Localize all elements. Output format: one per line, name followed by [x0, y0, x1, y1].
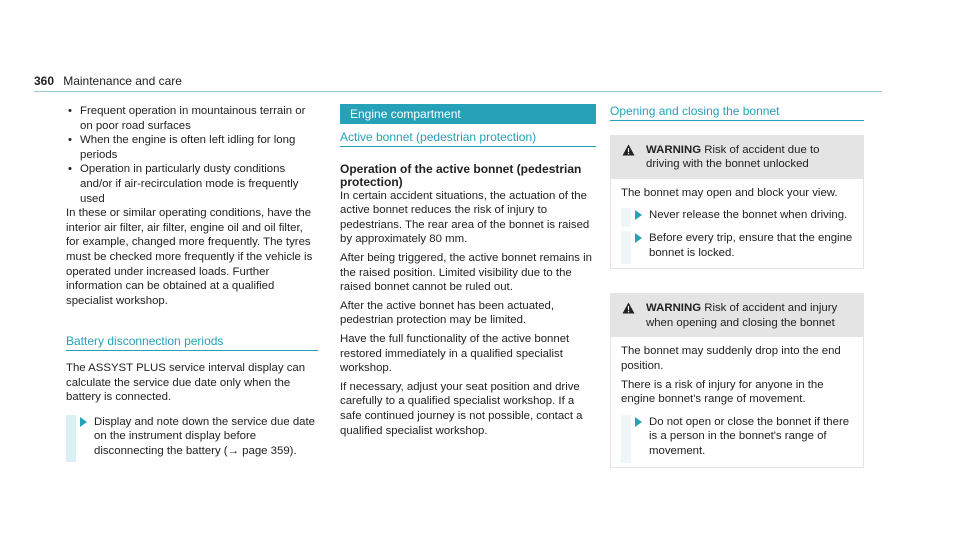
step-stripe [66, 415, 76, 463]
instruction-step [621, 231, 855, 260]
heading-underline [66, 350, 318, 351]
play-arrow-icon [635, 417, 642, 427]
page-header [34, 74, 882, 90]
body-paragraph: In certain accident situations, the actuation of the active bonnet reduces the risk of injury to pedestrians. The rear area of the bonnet is raised by approximately 80 mm. [340, 189, 590, 246]
warning-text: The bonnet may suddenly drop into the end position. [621, 345, 841, 372]
warning-label: WARNING [646, 302, 702, 315]
instruction-step [621, 208, 855, 223]
warning-triangle-icon [622, 144, 635, 156]
operation-heading: Operation of the active bonnet (pedestrian protection) [340, 161, 582, 189]
step-text: Never release the bonnet when driving. [649, 209, 848, 222]
battery-paragraph: The ASSYST PLUS service interval display can calculate the service due date only when the battery is connected. [66, 361, 306, 404]
heading-underline [340, 146, 596, 147]
column-left [66, 104, 318, 458]
step-text: Display and note down the service due date on the instrument display before disconnecting the battery (→ page 359). [94, 415, 315, 457]
warning-body [610, 179, 864, 269]
warning-box [610, 293, 864, 467]
instruction-step [621, 415, 855, 459]
warning-triangle-icon [622, 302, 635, 314]
step-text: Do not open or close the bonnet if there is a person in the bonnet's range of movement. [649, 415, 850, 457]
body-paragraph: After being triggered, the active bonnet remains in the raised position. Limited visibility due to the raised bonnet cannot be ruled out. [340, 251, 593, 294]
section-title: Maintenance and care [63, 74, 182, 88]
play-arrow-icon [635, 233, 642, 243]
warning-title: Risk of accident due to driving with the bonnet unlocked [646, 143, 820, 171]
instruction-step [66, 415, 318, 459]
list-item: • Operation in particularly dusty conditions and/or if air-recirculation mode is frequently used [66, 162, 318, 206]
body-paragraph: If necessary, adjust your seat position and drive carefully to a qualified specialist workshop. If a safe continued journey is not possible, contact a qualified specialist workshop. [340, 380, 583, 437]
step-stripe [621, 415, 631, 463]
body-paragraph: Have the full functionality of the active bonnet restored immediately in a qualified specialist workshop. [340, 332, 570, 375]
step-text: Before every trip, ensure that the engine bonnet is locked. [649, 231, 853, 259]
warning-header [610, 135, 864, 179]
page-number: 360 [34, 74, 55, 88]
header-divider [34, 91, 882, 92]
warning-box [610, 135, 864, 270]
bonnet-heading: Opening and closing the bonnet [610, 104, 780, 118]
step-stripe [621, 231, 631, 264]
heading-underline [610, 120, 864, 121]
column-middle [340, 104, 596, 438]
warning-body [610, 337, 864, 467]
active-bonnet-heading: Active bonnet (pedestrian protection) [340, 130, 537, 144]
maintenance-paragraph: In these or similar operating conditions, have the interior air filter, air filter, engine oil and oil filter, for example, changed more frequently. The tyres must be checked more frequently if the vehicle is operated under increased loads. Further information can be obtained at a qualified specialist workshop. [66, 207, 313, 307]
play-arrow-icon [80, 417, 87, 427]
step-stripe [621, 208, 631, 227]
play-arrow-icon [635, 210, 642, 220]
column-right [610, 104, 864, 468]
warning-title: Risk of accident and injury when opening and closing the bonnet [646, 302, 838, 329]
list-item: • When the engine is often left idling for long periods [66, 133, 318, 162]
engine-compartment-banner: Engine compartment [340, 104, 596, 124]
warning-text: There is a risk of injury for anyone in the engine bonnet's range of movement. [621, 378, 824, 406]
warning-text: The bonnet may open and block your view. [621, 186, 838, 199]
spacer [610, 269, 864, 281]
conditions-list [66, 104, 318, 206]
warning-header [610, 293, 864, 337]
body-paragraph: After the active bonnet has been actuated, pedestrian protection may be limited. [340, 299, 555, 327]
list-item: • Frequent operation in mountainous terrain or on poor road surfaces [66, 104, 318, 133]
warning-label: WARNING [646, 143, 702, 156]
battery-heading: Battery disconnection periods [66, 334, 224, 349]
